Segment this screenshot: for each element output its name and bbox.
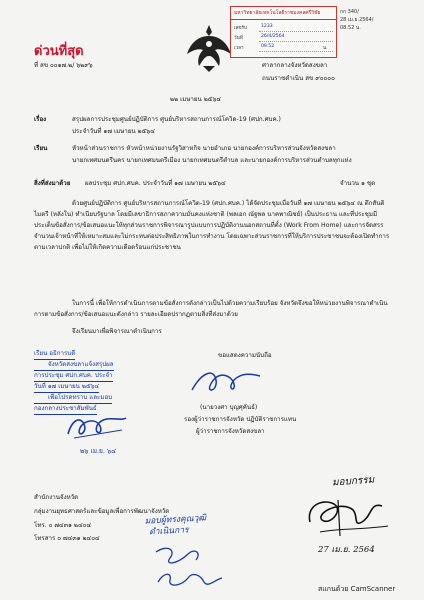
- stamp-time-value: 09.52: [261, 44, 275, 49]
- to-line: หัวหน้าส่วนราชการ หัวหน้าหน่วยงานรัฐวิสาหกิจ นายอำเภอ นายกองค์การบริหารส่วนจังหวัดสงขลา: [72, 145, 336, 152]
- official-signature: [186, 366, 266, 402]
- attachment-text: ผลประชุม ศปก.ศบค. ประจำวันที่ ๑๗ เมษายน ๒๕๖๔: [85, 180, 226, 187]
- note-line: การประชุม ศปก.ศบค. ประจำ: [34, 371, 113, 382]
- footer-office: สำนักงานจังหวัด: [34, 494, 79, 501]
- handwritten-line: มอบผู้ทรงคุณวุฒิ: [144, 513, 207, 527]
- attachment-qty: จำนวน ๑ ชุด: [340, 180, 376, 187]
- blue-routing-note: [34, 349, 114, 415]
- document-date: ๒๒ เมษายน ๒๕๖๔: [170, 96, 222, 103]
- to-label: เรียน: [34, 145, 48, 152]
- subject-line: ประจำวันที่ ๑๗ เมษายน ๒๕๖๔: [72, 128, 155, 135]
- signer-name: (นายวงศา บุญศุคันธ์): [200, 404, 258, 411]
- body-paragraph: จึงเรียนมาเพื่อพิจารณาดำเนินการ: [72, 328, 162, 335]
- registry-note-line: กก 340/: [340, 9, 359, 15]
- garuda-emblem-icon: [185, 22, 233, 74]
- registry-note: [340, 8, 373, 32]
- footer-division: กลุ่มงานยุทธศาสตร์และข้อมูลเพื่อการพัฒนาจังหวัด: [34, 508, 170, 515]
- note-date: ๒๖ เม.ย. ๖๔: [80, 447, 117, 455]
- body-paragraph: ในการนี้ เพื่อให้การดำเนินการตามข้อสั่งการดังกล่าวเป็นไปด้วยความเรียบร้อย จังหวัดจึงขอให้หน่วยงานพิจารณาดำเนินการตามข้อสั่งการ/ข้อเสนอแนะดังกล่าว รายละเอียดปรากฏตามสิ่งที่ส่งมาด้วย: [34, 300, 388, 318]
- camscanner-watermark: สแกนด้วย CamScanner: [318, 585, 396, 593]
- handwritten-instruction: มอบกรรม: [331, 474, 375, 489]
- signer-position: ผู้ว่าราชการจังหวัดสงขลา: [196, 428, 265, 435]
- subject-line: สรุปผลการประชุมศูนย์ปฏิบัติการ ศูนย์บริหารสถานการณ์โควิด-19 (ศปก.ศบค.): [72, 116, 281, 123]
- closing-text: ขอแสดงความนับถือ: [218, 352, 272, 359]
- urgent-label: ด่วนที่สุด: [34, 44, 84, 59]
- to-line: นายกเทศมนตรีนคร นายกเทศมนตรีเมือง นายกเทศมนตรีตำบล และนายกองค์การบริหารส่วนตำบลทุกแห่ง: [72, 157, 352, 164]
- registry-note-line: 28 เม.ย.2564/: [340, 17, 374, 23]
- stamp-title: มหาวิทยาลัยเทคโนโลยีราชมงคลศรีวิชัย: [231, 7, 336, 20]
- president-signature: [300, 492, 400, 542]
- note-line: วันที่ ๑๗ เมษายน ๒๕๖๔: [34, 382, 99, 393]
- director-signature: [62, 412, 132, 444]
- stamp-time-label: เวลา: [234, 46, 244, 51]
- registry-note-line: 08.52 น.: [340, 25, 361, 31]
- handwritten-signature: [148, 542, 228, 592]
- note-line: เพื่อโปรดทราบ และมอบ: [34, 393, 112, 404]
- subject-label: เรื่อง: [34, 116, 47, 123]
- stamp-date-value: 26/4/2564: [261, 34, 285, 39]
- handwritten-line: ดำเนินการ: [149, 525, 189, 538]
- footer-tel: โทร. ๐ ๗๔๓๑ ๒๔๐๔: [34, 522, 92, 529]
- agency-name: ศาลากลางจังหวัดสงขลา: [262, 62, 328, 69]
- stamp-time-suffix: น.: [323, 46, 328, 51]
- received-stamp: [230, 6, 337, 58]
- handwritten-date: 27 เม.ย. 2564: [318, 545, 375, 555]
- note-line: เรียน อธิการบดี: [34, 349, 75, 360]
- stamp-no-label: เลขรับ: [234, 26, 247, 31]
- handwritten-note: [144, 513, 207, 538]
- note-line: กองกลางประชาสัมพันธ์: [34, 404, 97, 415]
- document-number: ที่ สข ๐๐๑๗.๒/ ๖๒๙๖: [34, 62, 93, 69]
- agency-address: ถนนราชดำเนิน สข ๙๐๐๐๐: [262, 75, 335, 82]
- stamp-no-value: 1233: [261, 24, 273, 29]
- attachment-label: สิ่งที่ส่งมาด้วย: [34, 180, 71, 187]
- stamp-date-label: วันที่: [234, 36, 243, 41]
- note-line: จังหวัดสงขลาแจ้งสรุปผล: [34, 360, 114, 371]
- footer-fax: โทรสาร ๐ ๗๔๓๑ ๒๔๐๔: [34, 535, 100, 542]
- signer-position: รองผู้ว่าราชการจังหวัด ปฏิบัติราชการแทน: [184, 416, 297, 423]
- body-paragraph: ด้วยศูนย์ปฏิบัติการ ศูนย์บริหารสถานการณ์โควิด-19 (ศปก.ศบค.) ได้จัดประชุมเมื่อวันที่ ๑๗ เมษายน ๒๕๖๔ ณ ตึกสันติไมตรี (หลังใน) ทำเนียบรัฐบาล โดยมีเลขาธิการสภาความมั่นคงแห่งชาติ (พลเอก ณัฐพล นาคพาณิชย์) เป็นประธาน และที่ประชุมมีประเด็นข้อสั่งการ/ข้อเสนอแนะให้ทุกส่วนราชการพิจารณารูปแบบการปฏิบัติงานนอกสถานที่ตั้ง (Work From Home) และการจัดสรรจำนวนเจ้าหน้าที่ให้เหมาะสมและไม่กระทบต่อประสิทธิภาพในการทำงาน โดยเฉพาะส่วนราชการที่ให้บริการประชาชนจะต้องเปิดทำการตามเวลาปกติ เพื่อไม่ให้เกิดความเดือดร้อนแก่ประชาชน: [34, 200, 390, 251]
